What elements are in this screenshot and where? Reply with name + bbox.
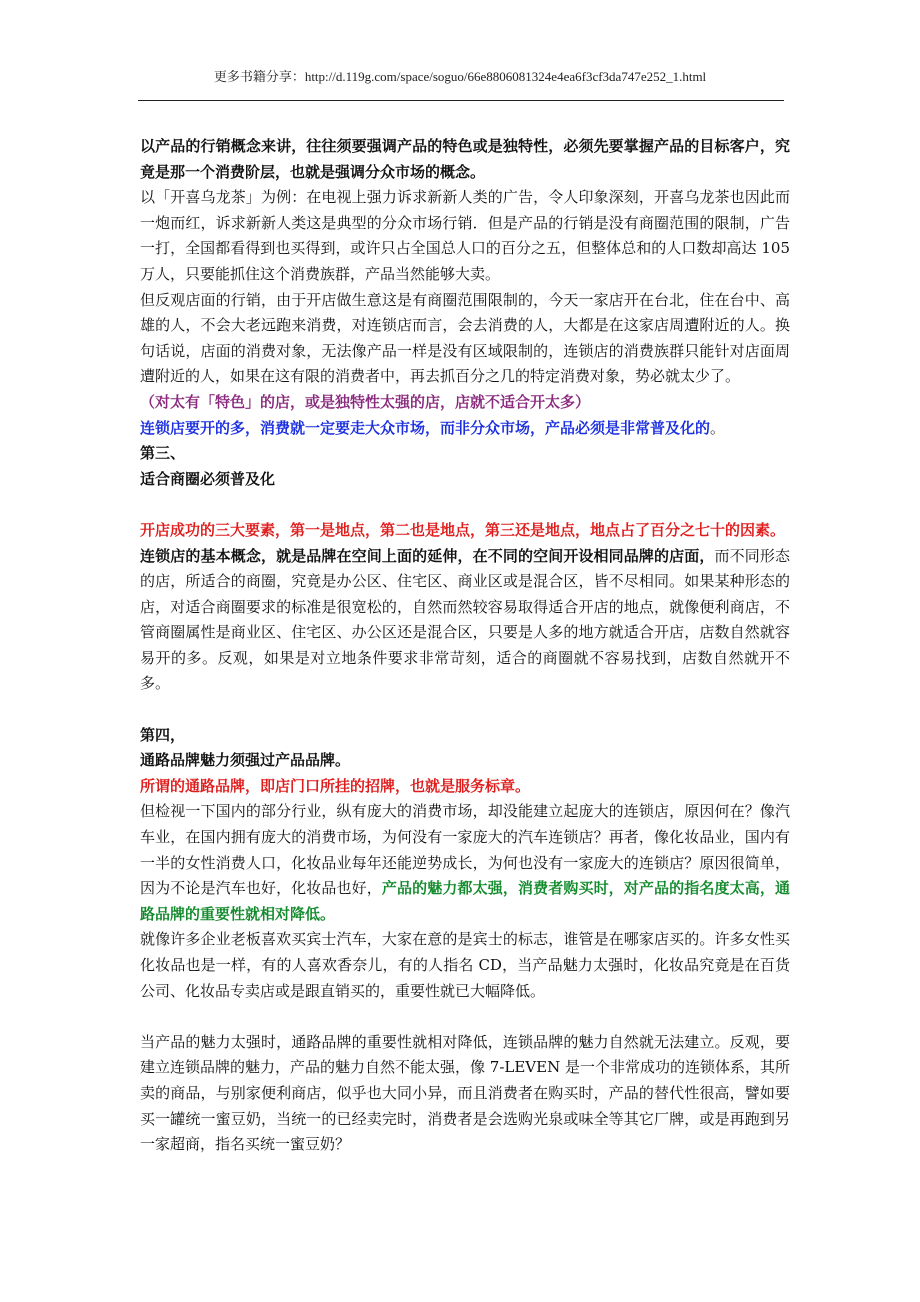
product-appeal-emphasis: 产品的魅力都太强，消费者购买时，对产品的指名度太高，通路品牌的重要性就相对降低。 [140, 879, 790, 923]
paragraph-industry-review [140, 799, 790, 927]
spacer [140, 1004, 790, 1030]
page-header-link[interactable]: 更多书籍分享：http://d.119g.com/space/soguo/66e8806081324e4ea6f3cf3da747e252_1.html [213, 69, 707, 84]
section-four-number: 第四， [140, 725, 186, 744]
spacer [140, 492, 790, 518]
paragraph-seven-eleven: 当产品的魅力太强时，通路品牌的重要性就相对降低，连锁品牌的魅力自然就无法建立。反观，要建立连锁品牌的魅力，产品的魅力自然不能太强，像 7-LEVEN 是一个非常成功的连锁体系，其所卖的商品，与别家便利商店，似乎也大同小异，而且消费者在购买时，产品的替代性很高，譬如要买一罐统一蜜豆奶，当统一的已经卖完时，消费者是会选购光泉或味全等其它厂牌，或是再跑到另一家超商，指名买统一蜜豆奶？ [140, 1032, 790, 1154]
paragraph-channel-brand-definition: 所谓的通路品牌，即店门口所挂的招牌，也就是服务标章。 [140, 776, 531, 795]
chain-concept-emphasis: 连锁店的基本概念，就是品牌在空间上面的延伸，在不同的空间开设相同品牌的店面， [140, 546, 715, 565]
spacer [140, 697, 790, 723]
header-divider [138, 100, 784, 101]
paragraph-store-marketing: 但反观店面的行销，由于开店做生意这是有商圈范围限制的，今天一家店开在台北，住在台中、高雄的人，不会大老远跑来消费，对连锁店而言，会去消费的人，大都是在这家店周遭附近的人。换句话说，店面的消费对象，无法像产品一样是没有区域限制的，连锁店的消费族群只能针对店面周遭附近的人，如果在这有限的消费者中，再去抓百分之几的特定消费对象，势必就太少了。 [140, 290, 790, 386]
paragraph-chain-concept [140, 544, 790, 698]
section-three-number: 第三、 [140, 444, 186, 463]
paragraph-location-factors: 开店成功的三大要素，第一是地点，第二也是地点，第三还是地点，地点占了百分之七十的因素。 [140, 520, 786, 539]
paragraph-mass-market [140, 416, 790, 442]
industry-review-text: 但检视一下国内的部分行业，纵有庞大的消费市场，却没能建立起庞大的连锁店，原因何在？像汽车业，在国内拥有庞大的消费市场，为何没有一家庞大的汽车连锁店？再者，像化妆品业，国内有一半的女性消费人口，化妆品业每年还能逆势成长，为何也没有一家庞大的连锁店？原因很简单，因为不论是汽车也好，化妆品也好， [140, 802, 790, 898]
mass-market-emphasis: 连锁店要开的多，消费就一定要走大众市场，而非分众市场，产品必须是非常普及化的 [140, 418, 711, 437]
paragraph-kaixi-example: 以「开喜乌龙茶」为例：在电视上强力诉求新新人类的广告，令人印象深刻，开喜乌龙茶也因此而一炮而红，诉求新新人类这是典型的分众市场行销．但是产品的行销是没有商圈范围的限制，广告一打，全国都看得到也买得到，或许只占全国总人口的百分之五，但整体总和的人口数却高达 105 万人，只要能抓住这个消费族群，产品当然能够大卖。 [140, 188, 790, 283]
paragraph-brand-examples: 就像许多企业老板喜欢买宾士汽车，大家在意的是宾士的标志，谁管是在哪家店买的。许多女性买化妆品也是一样，有的人喜欢香奈儿，有的人指名 CD，当产品魅力太强时，化妆品究竟是在百货公司、化妆品专卖店或是跟直销买的，重要性就已大幅降低。 [140, 930, 790, 1000]
section-three-title: 适合商圈必须普及化 [140, 469, 276, 488]
document-body [140, 134, 790, 1158]
chain-concept-rest: 而不同形态的店，所适合的商圈，究竟是办公区、住宅区、商业区或是混合区，皆不尽相同。如果某种形态的店，对适合商圈要求的标准是很宽松的，自然而然较容易取得适合开店的地点，就像便利商店，不管商圈属性是商业区、住宅区、办公区还是混合区，只要是人多的地方就适合开店，店数自然就容易开的多。反观，如果是对立地条件要求非常苛刻，适合的商圈就不容易找到，店数自然就开不多。 [140, 546, 790, 693]
paragraph-product-marketing: 以产品的行销概念来讲，往往须要强调产品的特色或是独特性，必须先要掌握产品的目标客户，究竟是那一个消费阶层，也就是强调分众市场的概念。 [140, 137, 790, 181]
section-four-title: 通路品牌魅力须强过产品品牌。 [140, 751, 351, 770]
note-feature-stores: （对太有「特色」的店，或是独特性太强的店，店就不适合开太多） [140, 392, 591, 411]
mass-market-period: 。 [710, 418, 726, 437]
